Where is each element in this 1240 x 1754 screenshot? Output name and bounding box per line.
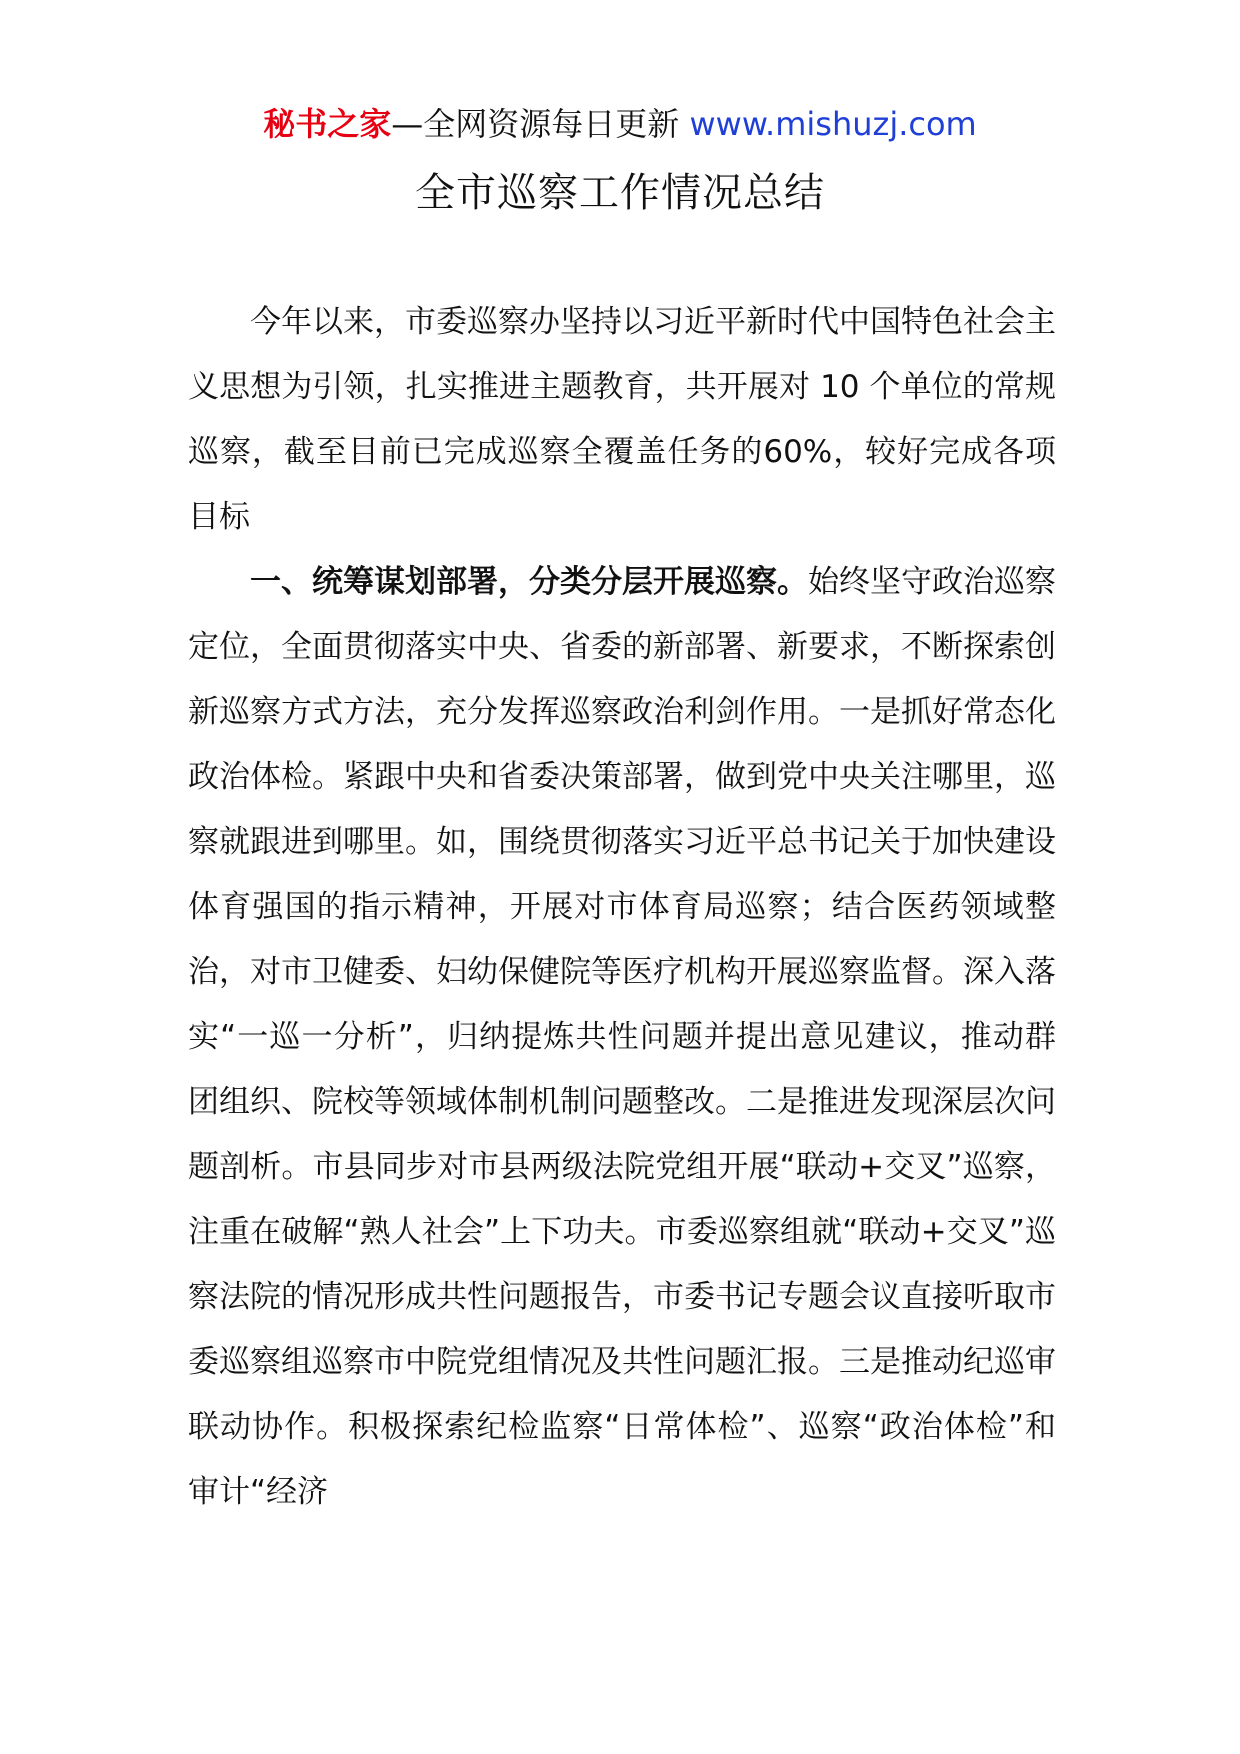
paragraph-section-one	[188, 550, 1056, 1525]
section-heading: 一、统筹谋划部署，分类分层开展巡察。	[250, 564, 808, 600]
paragraph-text: 始终坚守政治巡察定位，全面贯彻落实中央、省委的新部署、新要求，不断探索创新巡察方式方法，充分发挥巡察政治利剑作用。一是抓好常态化政治体检。紧跟中央和省委决策部署，做到党中央关注哪里，巡察就跟进到哪里。如，围绕贯彻落实习近平总书记关于加快建设体育强国的指示精神，开展对市体育局巡察；结合医药领域整治，对市卫健委、妇幼保健院等医疗机构开展巡察监督。深入落实“一巡一分析”，归纳提炼共性问题并提出意见建议，推动群团组织、院校等领域体制机制问题整改。二是推进发现深层次问题剖析。市县同步对市县两级法院党组开展“联动+交叉”巡察，注重在破解“熟人社会”上下功夫。市委巡察组就“联动+交叉”巡察法院的情况形成共性问题报告，市委书记专题会议直接听取市委巡察组巡察市中院党组情况及共性问题汇报。三是推动纪巡审联动协作。积极探索纪检监察“日常体检”、巡察“政治体检”和审计“经济	[188, 564, 1056, 1510]
document-title: 全市巡察工作情况总结	[415, 170, 825, 216]
site-header	[0, 100, 1240, 148]
site-slogan: —全网资源每日更新	[391, 105, 680, 143]
document-body	[188, 290, 1056, 1525]
paragraph-text: 今年以来，市委巡察办坚持以习近平新时代中国特色社会主义思想为引领，扎实推进主题教育，共开展对 10 个单位的常规巡察，截至目前已完成巡察全覆盖任务的60%，较好完成各项目标	[188, 304, 1056, 535]
site-url-link[interactable]: www.mishuzj.com	[689, 105, 977, 143]
site-brand: 秘书之家	[263, 105, 392, 143]
paragraph-intro	[188, 290, 1056, 550]
